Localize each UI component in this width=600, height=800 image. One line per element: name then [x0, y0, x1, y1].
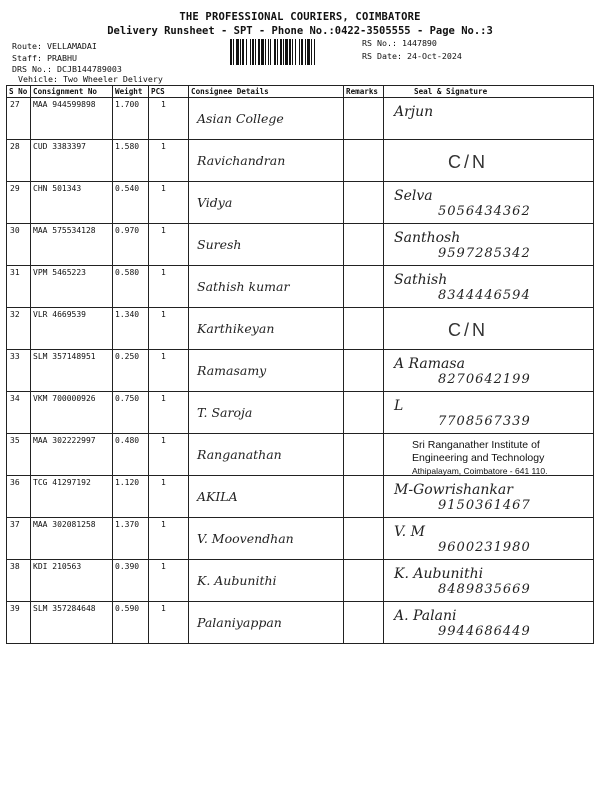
- route: Route: VELLAMADAI: [12, 41, 97, 51]
- cell-remarks: [344, 98, 384, 140]
- cell-consignment-no: CHN 501343: [31, 182, 113, 224]
- cell-consignment-no: KDI 210563: [31, 560, 113, 602]
- barcode-bar: [311, 39, 312, 65]
- cell-weight: 0.480: [113, 434, 149, 476]
- cell-sno: 37: [7, 518, 31, 560]
- cell-sno: 27: [7, 98, 31, 140]
- table-row: [7, 266, 594, 308]
- barcode-bar: [274, 39, 276, 65]
- barcode-bar: [240, 39, 241, 65]
- barcode-bar: [230, 39, 232, 65]
- table-row: [7, 98, 594, 140]
- cell-sno: 39: [7, 602, 31, 644]
- cell-pcs: 1: [149, 266, 189, 308]
- barcode-bar: [305, 39, 306, 65]
- barcode-bar: [299, 39, 300, 65]
- column-header: Weight: [113, 86, 149, 98]
- cell-consignment-no: MAA 944599898: [31, 98, 113, 140]
- cell-weight: 1.120: [113, 476, 149, 518]
- signature-phone: 9600231980: [438, 540, 531, 555]
- table-row: [7, 140, 594, 182]
- header-subtitle: Delivery Runsheet - SPT - Phone No.:0422-3505555 - Page No.:3: [107, 25, 493, 37]
- cell-consignee: V. Moovendhan: [189, 518, 344, 560]
- cell-pcs: 1: [149, 224, 189, 266]
- table-row: [7, 434, 594, 476]
- cell-consignment-no: TCG 41297192: [31, 476, 113, 518]
- cell-pcs: 1: [149, 476, 189, 518]
- cell-sno: 38: [7, 560, 31, 602]
- signature-mark: Santhosh: [394, 230, 461, 246]
- stamp-line: Athipalayam, Coimbatore - 641 110.: [412, 466, 548, 476]
- cell-consignee: Vidya: [189, 182, 344, 224]
- column-header: Remarks: [344, 86, 384, 98]
- signature-mark: A Ramasa: [394, 356, 465, 372]
- cell-remarks: [344, 224, 384, 266]
- cell-pcs: 1: [149, 140, 189, 182]
- barcode-bar: [233, 39, 234, 65]
- signature-mark: Arjun: [394, 104, 434, 120]
- signature-area: [388, 436, 591, 476]
- cell-signature: [384, 140, 594, 182]
- cell-remarks: [344, 476, 384, 518]
- signature-area: [388, 184, 591, 221]
- cell-consignee: Asian College: [189, 98, 344, 140]
- signature-mark: A. Palani: [394, 608, 457, 624]
- column-header: S No: [7, 86, 31, 98]
- cell-consignment-no: VLR 4669539: [31, 308, 113, 350]
- table-row: [7, 560, 594, 602]
- signature-mark: L: [394, 398, 404, 414]
- cell-pcs: 1: [149, 308, 189, 350]
- cell-consignment-no: CUD 3383397: [31, 140, 113, 182]
- cell-remarks: [344, 602, 384, 644]
- cell-signature: [384, 518, 594, 560]
- staff: Staff: PRABHU: [12, 53, 77, 63]
- signature-area: [388, 100, 591, 137]
- cell-sno: 30: [7, 224, 31, 266]
- cell-sno: 36: [7, 476, 31, 518]
- table-row: [7, 392, 594, 434]
- signature-phone: 9944686449: [438, 624, 531, 639]
- cell-consignee: T. Saroja: [189, 392, 344, 434]
- cell-remarks: [344, 434, 384, 476]
- cell-consignment-no: SLM 357148951: [31, 350, 113, 392]
- cell-signature: [384, 560, 594, 602]
- signature-area: [388, 142, 591, 179]
- barcode-bar: [295, 39, 296, 65]
- cell-consignee: Ranganathan: [189, 434, 344, 476]
- cell-consignee: Suresh: [189, 224, 344, 266]
- signature-mark: K. Aubunithi: [394, 566, 484, 582]
- signature-area: [388, 310, 591, 347]
- cell-remarks: [344, 140, 384, 182]
- rs-number: RS No.: 1447890: [362, 38, 437, 48]
- cell-weight: 0.590: [113, 602, 149, 644]
- barcode-bar: [277, 39, 278, 65]
- cell-consignee: Ramasamy: [189, 350, 344, 392]
- stamp-line: Sri Ranganather Institute of: [412, 439, 540, 451]
- cell-signature: [384, 98, 594, 140]
- signature-phone: 8489835669: [438, 582, 531, 597]
- cell-consignee: Karthikeyan: [189, 308, 344, 350]
- cell-consignee: AKILA: [189, 476, 344, 518]
- signature-phone: 9597285342: [438, 246, 531, 261]
- cell-signature: [384, 224, 594, 266]
- cell-pcs: 1: [149, 182, 189, 224]
- barcode-bar: [261, 39, 264, 65]
- cell-remarks: [344, 518, 384, 560]
- cell-pcs: 1: [149, 350, 189, 392]
- cell-consignee: Sathish kumar: [189, 266, 344, 308]
- cell-remarks: [344, 266, 384, 308]
- cell-weight: 1.340: [113, 308, 149, 350]
- barcode-bar: [283, 39, 284, 65]
- cell-consignee: K. Aubunithi: [189, 560, 344, 602]
- drs-number: DRS No.: DCJB144789003: [12, 64, 122, 74]
- barcode-bar: [289, 39, 291, 65]
- barcode-bar: [285, 39, 288, 65]
- signature-area: [388, 226, 591, 263]
- signature-area: [388, 352, 591, 389]
- cell-weight: 1.580: [113, 140, 149, 182]
- cell-signature: [384, 602, 594, 644]
- cell-weight: 1.370: [113, 518, 149, 560]
- signature-mark: C/N: [448, 152, 488, 172]
- table-header-row: [7, 86, 594, 98]
- cell-signature: [384, 266, 594, 308]
- column-header: PCS: [149, 86, 189, 98]
- table-row: [7, 224, 594, 266]
- cell-consignment-no: MAA 302081258: [31, 518, 113, 560]
- signature-mark: M-Gowrishankar: [394, 482, 513, 498]
- header-title: THE PROFESSIONAL COURIERS, COIMBATORE: [179, 11, 421, 23]
- cell-signature: [384, 182, 594, 224]
- cell-consignment-no: MAA 575534128: [31, 224, 113, 266]
- signature-mark: V. M: [394, 524, 425, 540]
- barcode-bar: [292, 39, 293, 65]
- signature-area: [388, 562, 591, 599]
- cell-sno: 34: [7, 392, 31, 434]
- cell-signature: [384, 350, 594, 392]
- cell-weight: 0.970: [113, 224, 149, 266]
- cell-consignment-no: MAA 302222997: [31, 434, 113, 476]
- cell-weight: 1.700: [113, 98, 149, 140]
- cell-remarks: [344, 350, 384, 392]
- cell-consignee: Ravichandran: [189, 140, 344, 182]
- signature-area: [388, 394, 591, 431]
- cell-pcs: 1: [149, 560, 189, 602]
- barcode-bar: [236, 39, 239, 65]
- barcode-bar: [265, 39, 266, 65]
- cell-signature: [384, 476, 594, 518]
- cell-weight: 0.580: [113, 266, 149, 308]
- barcode-bar: [280, 39, 282, 65]
- cell-consignment-no: VPM 5465223: [31, 266, 113, 308]
- cell-signature: [384, 308, 594, 350]
- barcode-bar: [307, 39, 310, 65]
- cell-consignment-no: SLM 357284648: [31, 602, 113, 644]
- cell-remarks: [344, 560, 384, 602]
- cell-remarks: [344, 308, 384, 350]
- cell-sno: 28: [7, 140, 31, 182]
- cell-consignment-no: VKM 700000926: [31, 392, 113, 434]
- table-row: [7, 518, 594, 560]
- cell-weight: 0.250: [113, 350, 149, 392]
- rs-date: RS Date: 24-Oct-2024: [362, 51, 462, 61]
- signature-mark: Selva: [394, 188, 433, 204]
- signature-area: [388, 478, 591, 515]
- cell-signature: [384, 392, 594, 434]
- table-row: [7, 308, 594, 350]
- signature-mark: C/N: [448, 320, 488, 340]
- column-header: Seal & Signature: [384, 86, 594, 98]
- barcode-bar: [258, 39, 260, 65]
- signature-phone: 9150361467: [438, 498, 531, 513]
- barcode-bar: [301, 39, 303, 65]
- column-header: Consignment No: [31, 86, 113, 98]
- cell-weight: 0.390: [113, 560, 149, 602]
- cell-consignee: Palaniyappan: [189, 602, 344, 644]
- cell-weight: 0.750: [113, 392, 149, 434]
- signature-phone: 8270642199: [438, 372, 531, 387]
- column-header: Consignee Details: [189, 86, 344, 98]
- cell-sno: 35: [7, 434, 31, 476]
- barcode-bar: [246, 39, 247, 65]
- barcode-bar: [314, 39, 315, 65]
- signature-phone: 7708567339: [438, 414, 531, 429]
- barcode-bar: [252, 39, 254, 65]
- cell-pcs: 1: [149, 434, 189, 476]
- signature-phone: 8344446594: [438, 288, 531, 303]
- table-row: [7, 602, 594, 644]
- signature-area: [388, 268, 591, 305]
- barcode-bar: [250, 39, 251, 65]
- signature-area: [388, 520, 591, 557]
- table-row: [7, 350, 594, 392]
- cell-remarks: [344, 392, 384, 434]
- cell-remarks: [344, 182, 384, 224]
- cell-sno: 29: [7, 182, 31, 224]
- barcode-bar: [255, 39, 256, 65]
- cell-weight: 0.540: [113, 182, 149, 224]
- signature-mark: Sathish: [394, 272, 448, 288]
- cell-pcs: 1: [149, 602, 189, 644]
- runsheet-table: [6, 85, 593, 644]
- cell-sno: 33: [7, 350, 31, 392]
- cell-pcs: 1: [149, 392, 189, 434]
- signature-phone: 5056434362: [438, 204, 531, 219]
- vehicle: Vehicle: Two Wheeler Delivery: [18, 74, 163, 84]
- cell-sno: 32: [7, 308, 31, 350]
- barcode-bar: [268, 39, 269, 65]
- barcode-image: [230, 39, 355, 65]
- table-row: [7, 182, 594, 224]
- institute-stamp: [412, 439, 547, 478]
- cell-pcs: 1: [149, 98, 189, 140]
- table-row: [7, 476, 594, 518]
- barcode-bar: [242, 39, 244, 65]
- barcode-bar: [270, 39, 271, 65]
- cell-pcs: 1: [149, 518, 189, 560]
- cell-signature: [384, 434, 594, 476]
- cell-sno: 31: [7, 266, 31, 308]
- signature-area: [388, 604, 591, 641]
- stamp-line: Engineering and Technology: [412, 452, 545, 464]
